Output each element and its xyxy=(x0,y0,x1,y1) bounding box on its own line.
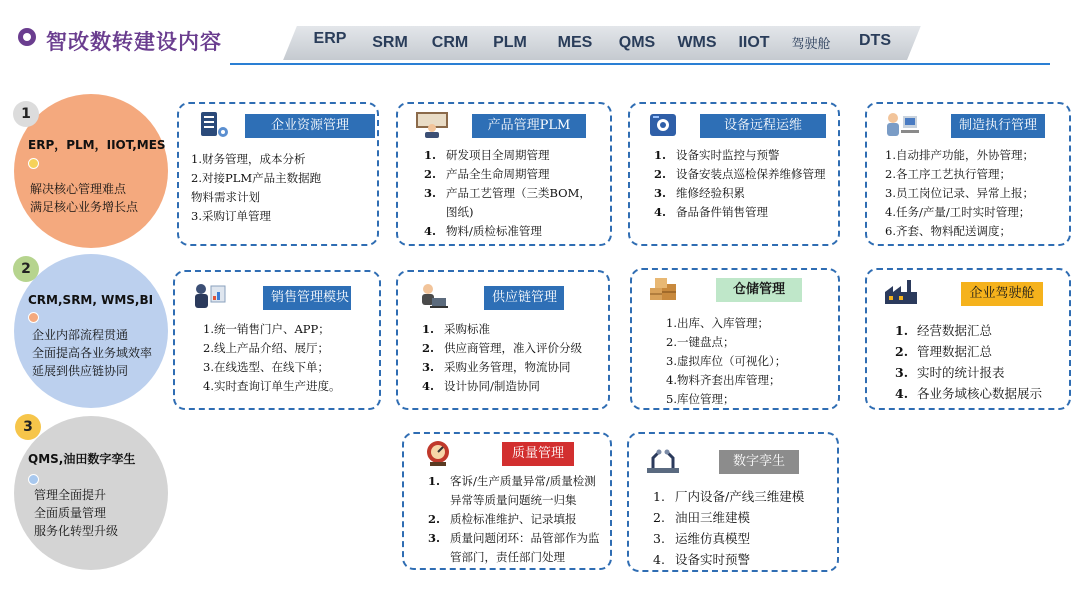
tab-label: IIOT xyxy=(738,34,770,51)
list-item: 2.一键盘点； xyxy=(666,335,735,349)
list-item xyxy=(649,528,829,549)
header-divider xyxy=(230,63,1050,65)
item-text: 设备实时监控与预警 xyxy=(676,148,780,162)
item-number: 1. xyxy=(428,474,441,488)
module-item-list xyxy=(649,486,829,570)
list-item xyxy=(891,341,1061,362)
item-number: 4. xyxy=(422,379,435,393)
item-number: 3. xyxy=(424,186,437,200)
list-item xyxy=(418,358,600,377)
group-line: 服务化转型升级 xyxy=(34,524,119,538)
item-text: 产品工艺管理（三类BOM，图纸) xyxy=(446,186,591,219)
item-text: 客诉/生产质量异常/质量检测异常等质量问题统一归集 xyxy=(450,474,596,507)
tab-label: DTS xyxy=(859,32,891,49)
item-text: 设备安装点巡检保养维修管理 xyxy=(676,167,826,181)
list-item xyxy=(891,320,1061,341)
item-number: 4. xyxy=(424,224,437,238)
group-line: 全面提高各业务域效率 xyxy=(32,346,153,360)
bullet-dot-icon xyxy=(28,474,39,485)
module-card-erp[interactable] xyxy=(177,102,379,246)
group-lines xyxy=(30,180,138,216)
item-number: 1. xyxy=(422,322,435,336)
item-text: 经营数据汇总 xyxy=(917,323,993,338)
group-heading: QMS,油田数字孪生 xyxy=(28,452,136,466)
list-item: 2.线上产品介绍、展厅； xyxy=(203,341,329,355)
item-number: 3. xyxy=(653,531,665,546)
module-item-list xyxy=(203,320,371,396)
item-number: 2. xyxy=(428,512,441,526)
tab-label: SRM xyxy=(372,34,408,51)
page-title: 智改数转建设内容 xyxy=(46,30,222,54)
item-number: 4. xyxy=(654,205,667,219)
item-text: 设备实时预警 xyxy=(675,552,751,567)
group-line: 管理全面提升 xyxy=(34,488,107,502)
factory-icon xyxy=(881,278,921,308)
list-item: 4.实时查询订单生产进度。 xyxy=(203,379,341,393)
tab-label: MES xyxy=(557,34,593,51)
module-title: 制造执行管理 xyxy=(951,114,1045,138)
list-item xyxy=(420,222,602,241)
list-item: 1.统一销售门户、APP； xyxy=(203,322,330,336)
item-text: 各业务域核心数据展示 xyxy=(917,386,1043,401)
module-item-list xyxy=(191,150,369,226)
module-card-iiot[interactable] xyxy=(628,102,840,246)
list-item: 3.采购订单管理 xyxy=(191,209,271,223)
list-item: 物料需求计划 xyxy=(191,190,260,204)
module-title: 数字孪生 xyxy=(719,450,799,474)
module-title: 质量管理 xyxy=(502,442,574,466)
item-number: 4. xyxy=(895,386,909,401)
item-text: 采购标准 xyxy=(444,322,490,336)
engineer-desk-icon xyxy=(412,110,452,140)
list-item xyxy=(649,507,829,528)
module-title: 销售管理模块 xyxy=(263,286,351,310)
list-item: 1.自动排产功能，外协管理； xyxy=(885,148,1034,162)
tab-label: PLM xyxy=(493,34,527,51)
item-text: 供应商管理，准入评价分级 xyxy=(444,341,582,355)
list-item: 3.虚拟库位（可视化）； xyxy=(666,354,787,368)
module-card-plm[interactable] xyxy=(396,102,612,246)
item-text: 设计协同/制造协同 xyxy=(444,379,540,393)
group-heading: CRM,SRM, WMS,BI xyxy=(28,293,154,307)
item-text: 质量问题闭环：品管部作为监管部门，责任部门处理 xyxy=(450,531,600,564)
module-card-dts[interactable] xyxy=(627,432,839,572)
list-item xyxy=(650,165,830,184)
module-card-qms[interactable] xyxy=(402,432,612,570)
item-text: 管理数据汇总 xyxy=(917,344,993,359)
group-line: 全面质量管理 xyxy=(34,506,107,520)
item-number: 1. xyxy=(654,148,667,162)
tab-label: ERP xyxy=(313,30,347,47)
group-lines xyxy=(32,326,152,380)
item-text: 质检标准维护、记录填报 xyxy=(450,512,577,526)
module-item-list xyxy=(420,146,602,241)
module-title: 供应链管理 xyxy=(484,286,564,310)
group-line: 解决核心管理难点 xyxy=(30,182,127,196)
group-number-badge: 2 xyxy=(13,256,39,282)
list-item xyxy=(424,472,602,510)
module-tab-strip xyxy=(290,26,1050,60)
robot-arms-icon xyxy=(643,446,683,476)
item-number: 3. xyxy=(895,365,909,380)
group-line: 满足核心业务增长点 xyxy=(30,200,139,214)
module-item-list xyxy=(891,320,1061,404)
list-item: 3.员工岗位记录、异常上报； xyxy=(885,186,1034,200)
module-item-list xyxy=(650,146,830,222)
item-number: 2. xyxy=(422,341,435,355)
item-number: 4. xyxy=(653,552,665,567)
item-number: 2. xyxy=(895,344,909,359)
tab-label: 驾驶舱 xyxy=(791,36,831,51)
module-title: 企业资源管理 xyxy=(245,114,375,138)
item-text: 产品全生命周期管理 xyxy=(446,167,550,181)
server-rack-icon xyxy=(193,110,233,140)
module-item-list xyxy=(424,472,602,567)
item-text: 物料/质检标准管理 xyxy=(446,224,542,238)
list-item xyxy=(650,184,830,203)
operator-workstation-icon xyxy=(881,110,921,140)
item-number: 2. xyxy=(653,510,665,525)
module-item-list xyxy=(666,314,830,409)
list-item xyxy=(891,383,1061,404)
module-title: 企业驾驶舱 xyxy=(961,282,1043,306)
list-item xyxy=(891,362,1061,383)
list-item xyxy=(424,510,602,529)
module-card-srm[interactable] xyxy=(396,270,610,410)
item-number: 1. xyxy=(895,323,909,338)
list-item xyxy=(418,377,600,396)
remote-monitor-icon xyxy=(644,110,684,140)
list-item: 4.物料齐套出库管理； xyxy=(666,373,781,387)
group-number-badge: 1 xyxy=(13,101,39,127)
list-item xyxy=(424,529,602,567)
item-text: 运维仿真模型 xyxy=(675,531,751,546)
tab-label: WMS xyxy=(677,34,717,51)
list-item: 1.出库、入库管理； xyxy=(666,316,769,330)
bullet-dot-icon xyxy=(28,158,39,169)
item-number: 1. xyxy=(424,148,437,162)
title-bullet-icon xyxy=(18,28,36,46)
list-item: 2.对接PLM产品主数据跑 xyxy=(191,171,322,185)
list-item xyxy=(420,165,602,184)
module-title: 仓储管理 xyxy=(716,278,802,302)
bullet-dot-icon xyxy=(28,312,39,323)
module-item-list xyxy=(418,320,600,396)
list-item: 2.各工序工艺执行管理； xyxy=(885,167,1011,181)
item-text: 采购业务管理，物流协同 xyxy=(444,360,571,374)
module-card-cockpit[interactable] xyxy=(865,268,1071,410)
group-line: 延展到供应链协同 xyxy=(32,364,129,378)
item-number: 2. xyxy=(654,167,667,181)
sales-presenter-icon xyxy=(189,282,229,312)
module-item-list xyxy=(885,146,1061,241)
quality-gauge-icon xyxy=(418,438,458,468)
list-item xyxy=(420,146,602,165)
item-text: 备品备件销售管理 xyxy=(676,205,768,219)
module-title: 产品管理PLM xyxy=(472,114,586,138)
list-item xyxy=(418,339,600,358)
item-text: 维修经验积累 xyxy=(676,186,745,200)
item-text: 厂内设备/产线三维建模 xyxy=(675,489,805,504)
list-item: 1.财务管理，成本分析 xyxy=(191,152,306,166)
item-number: 3. xyxy=(422,360,435,374)
item-number: 2. xyxy=(424,167,437,181)
list-item: 4.任务/产量/工时实时管理； xyxy=(885,205,1031,219)
module-card-crm[interactable] xyxy=(173,270,381,410)
list-item xyxy=(649,486,829,507)
item-number: 3. xyxy=(428,531,441,545)
list-item xyxy=(418,320,600,339)
tab-label: CRM xyxy=(431,34,469,51)
item-number: 3. xyxy=(654,186,667,200)
list-item xyxy=(420,184,602,222)
module-card-mes[interactable] xyxy=(865,102,1071,246)
group-heading: ERP，PLM，IIOT,MES xyxy=(28,138,166,152)
group-number-badge: 3 xyxy=(15,414,41,440)
list-item xyxy=(650,203,830,222)
supplier-laptop-icon xyxy=(412,282,452,312)
tab-label: QMS xyxy=(618,34,656,51)
list-item xyxy=(650,146,830,165)
group-line: 企业内部流程贯通 xyxy=(32,328,129,342)
module-card-wms[interactable] xyxy=(630,268,840,410)
module-title: 设备远程运维 xyxy=(700,114,826,138)
item-number: 1. xyxy=(653,489,665,504)
group-lines xyxy=(34,486,118,540)
list-item: 3.在线选型、在线下单； xyxy=(203,360,329,374)
item-text: 油田三维建模 xyxy=(675,510,751,525)
item-text: 实时的统计报表 xyxy=(917,365,1005,380)
warehouse-boxes-icon xyxy=(646,274,686,304)
list-item xyxy=(649,549,829,570)
item-text: 研发项目全周期管理 xyxy=(446,148,550,162)
list-item: 5.库位管理； xyxy=(666,392,735,406)
list-item: 6.齐套、物料配送调度； xyxy=(885,224,1011,238)
